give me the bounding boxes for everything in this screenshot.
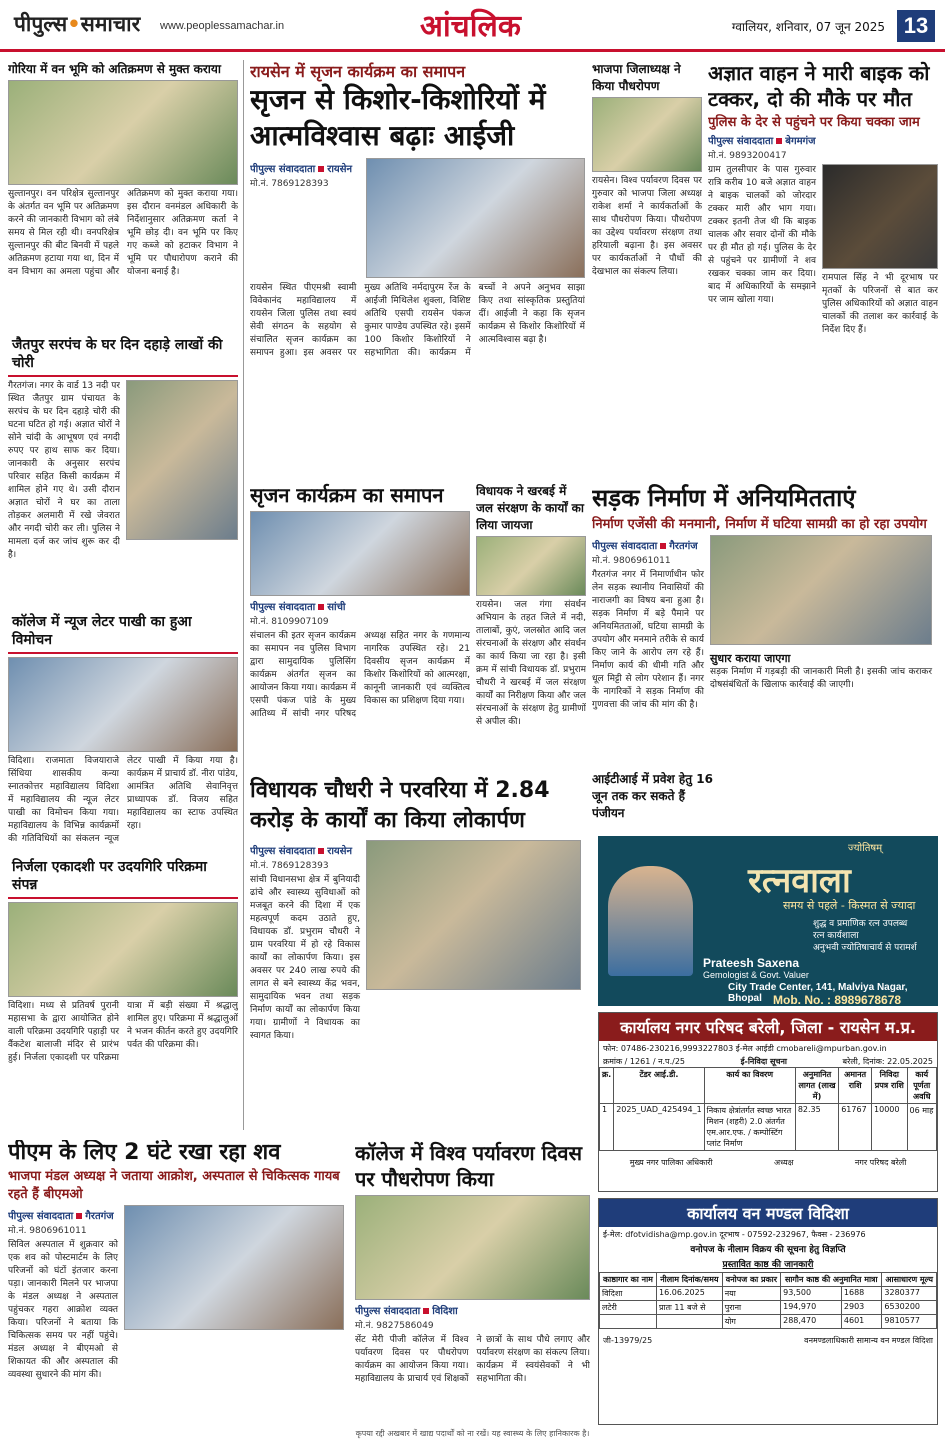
story-pm [8,1140,348,1425]
advertiser-photo [608,866,693,976]
lead-mobile: मो.नं. 7869128393 [250,179,329,189]
ad-service-item: शुद्ध व प्रमाणिक रत्न उपलब्ध [813,919,908,929]
story-byline: पीपुल्स संवाददाता गैरतगंज [592,541,698,552]
tender-col-header: नीलाम दिनांक/समय [657,1273,723,1287]
signature-block: मुख्य नगर पालिका अधिकारी [629,1158,713,1167]
table-row: 1 2025_UAD_425494_1 निकाय क्षेत्रांतर्गत स्वच्छ भारत मिशन (शहरी) 2.0 अंतर्गत एम.आर.एफ. / कम्पोस्टिंग प्लांट निर्माण 82.35 61767 10000 06 माह [600,1104,937,1151]
tender-table [599,1067,937,1151]
newspaper-logo: पीपुल्स•समाचार [14,12,141,36]
story-subheadline: पुलिस के देर से पहुंचने पर किया चक्का जाम [708,115,920,130]
story-udaygiri [8,855,238,1130]
lead-headline: सृजन से किशोर-किशोरियों में आत्मविश्वास बढ़ाः आईजी [250,83,546,152]
story-body: रायसेन। जल गंगा संवर्धन अभियान के तहत जिले में नदी, तालाबों, कुएं, जलस्रोत आदि जल संरचनाओं के संरक्षण और संवर्धन का कार्य किया जा रहा है। इसी क्रम में सांची विधायक डॉ. प्रभुराम चौधरी ने खरबई में जल संरक्षण कार्यों का निरीक्षण किया और जल संरचनाओं के संरक्षण हेतु ग्रामीणों से अपील की। [476,600,586,727]
story-headline: कॉलेज में न्यूज लेटर पाखी का हुआ विमोचन [8,610,238,654]
story-photo [8,657,238,752]
tender-col-header: आसाधारण मूल्य [882,1273,937,1287]
tender-title: कार्यालय वन मण्डल विदिशा [599,1199,937,1227]
story-body: गैरतगंज। नगर के वार्ड 13 नदी पर स्थित जैतपुर ग्राम पंचायत के सरपंच के घर दिन दहाड़े चोरी की घटना घटित हो गई। अज्ञात चोरों ने सोने चांदी के आभूषण एवं नगदी रुपए पर हाथ साफ कर दिया। जानकारी के अनुसार सरपंच परिवार सहित किसी कार्यक्रम में शामिल होने गए थे। उसी दौरान अज्ञात चोरों ने घर का ताला तोड़कर अलमारी में रखे जेवरात और नगदी चोरी कर ली। पुलिस ने मामला दर्ज कर जांच शुरू कर दी है। [8,381,120,560]
story-mobile: मो.नं. 7869128393 [250,861,329,871]
lead-byline: पीपुल्स संवाददाता रायसेन [250,164,353,175]
ad-services-list [813,918,917,954]
table-row: विदिशा 16.06.2025 नया 93,500 1688 3280377 [600,1287,937,1301]
story-photo [126,380,238,540]
story-headline: आईटीआई में प्रवेश हेतु 16 जून तक कर सकते हैं पंजीयन [592,772,713,820]
lead-photo [366,158,585,278]
story-headline: सड़क निर्माण में अनियमितताएं [592,484,856,512]
story-photo [124,1205,344,1330]
story-college [355,1140,590,1425]
story-headline: निर्जला एकादशी पर उदयगिरि परिक्रमा संपन्न [8,855,238,899]
tender-col-header: अमानत राशि [839,1068,872,1104]
lead-story [250,60,585,475]
signature-block: नगर परिषद बरेली [854,1158,907,1167]
story-photo [822,164,938,269]
story-headline: गोरिया में वन भूमि को अतिक्रमण से मुक्त कराया [8,62,221,76]
story-newsletter [8,610,238,850]
page-number: 13 [897,10,935,42]
tender-col-header: वनोपज का प्रकार [722,1273,780,1287]
story-byline: पीपुल्स संवाददाता बेगमगंज [708,136,816,147]
story-accident [708,60,938,475]
story-iti [592,770,714,834]
logo-left-text: पीपुल्स [14,12,68,36]
story-body: सांची विधानसभा क्षेत्र में बुनियादी ढांचे और स्वास्थ्य सुविधाओं को मजबूत करने की दिशा में एक महत्वपूर्ण कदम उठाते हुए, विधायक डॉ. प्रभुराम चौधरी ने ग्राम परवरिया में हो रहे विकास कार्यों का लोकार्पण किया। इस अवसर पर 240 लाख रुपये की लागत से बने स्वास्थ्य केंद्र भवन, सामुदायिक भवन तथा सड़क निर्माण कार्यों का लोकार्पण किया गया। ग्रामीणों ने विधायक का स्वागत किया। [250,875,360,1041]
tender-contact: फोन: 07486-230216,9993227803 ई-मेल आईडी cmobareli@mpurban.gov.in [603,1044,887,1053]
tender-col-header: सागौन काष्ठ की अनुमानित मात्रा [781,1273,882,1287]
note-title: सुधार कराया जाएगा [710,652,791,665]
story-headline: भाजपा जिलाध्यक्ष ने किया पौधरोपण [592,62,681,93]
story-photo [476,536,586,596]
story-headline: विधायक ने खरबई में जल संरक्षण के कार्यों का लिया जायजा [476,484,584,532]
story-mobile: मो.नं. 8109907109 [250,617,329,627]
advertisement-ratnawala[interactable] [598,836,938,1006]
ad-person-name: Prateesh Saxena [703,956,800,970]
ad-mobile: Mob. No. : 8989678678 [773,993,902,1006]
story-body: ग्राम तुलसीपार के पास गुरुवार रात्रि करीब 10 बजे अज्ञात वाहन ने बाइक चालकों को जोरदार टक्कर मारी और भाग गया। टक्कर इतनी तेज थी कि बाइक चालक और सवार दोनों की मौके पर ही मौत हो गई। पुलिस के देर से पहुंचने पर ग्रामीणों ने शव रखकर चक्का जाम कर दिया। बाद में अधिकारियों के समझाने पर जाम खोला गया। [708,165,816,305]
story-byline: पीपुल्स संवाददाता सांची [250,602,346,613]
website-url[interactable]: www.peoplessamachar.in [160,20,285,32]
ad-label: ज्योतिषम् [848,843,883,854]
story-photo [592,97,702,172]
story-mla [250,776,585,1106]
section-title: आंचलिक [420,9,521,44]
story-body: रायसेन। विश्व पर्यावरण दिवस पर गुरुवार को भाजपा जिला अध्यक्ष राकेश शर्मा ने कार्यकर्ताओं के साथ पौधरोपण किया। पौधरोपण का उद्देश्य पर्यावरण संरक्षण तथा हरियाली बढ़ाना है। इस अवसर पर कार्यकर्ताओं ने पौधों की देखभाल का संकल्प लिया। [592,176,702,277]
story-photo [8,902,238,997]
story-caption: रामपाल सिंह ने भी दूरभाष पर मृतकों के परिजनों से बात कर पुलिस अधिकारियों को अज्ञात वाहन चालकों की तलाश कर कार्रवाई के निर्देश दिए हैं। [822,273,938,335]
tender-contact: ई-मेल: dfotvidisha@mp.gov.in दूरभाष - 07592-232967, फैक्स - 236976 [603,1230,866,1239]
tender-col-header: कार्य का विवरण [704,1068,795,1104]
story-mobile: मो.नं. 9827586049 [355,1321,434,1331]
story-headline: सृजन कार्यक्रम का समापन [250,483,444,507]
story-mobile: मो.नं. 9806961011 [592,556,671,566]
story-body: संचालन की इतर सृजन कार्यक्रम का समापन नव पुलिस विभाग द्वारा सामुदायिक पुलिसिंग कार्यक्रम अंतर्गत सृजन का आयोजन किया गया। कार्यक्रम में एसपी पंकज पांडे के मुख्य आतिथ्य में सांची नगर परिषद अध्यक्ष सहित नगर के गणमान्य नागरिक उपस्थित रहे। 21 दिवसीय सृजन कार्यक्रम में किशोर किशोरियों को आत्मरक्षा, कानूनी जानकारी एवं व्यक्तित्व विकास का प्रशिक्षण दिया गया। [250,631,470,719]
story-subheadline: निर्माण एजेंसी की मनमानी, निर्माण में घटिया सामग्री का हो रहा उपयोग [592,517,927,532]
ad-tagline: समय से पहले - किस्मत से ज्यादा [783,899,916,912]
tender-ref: क्रमांक / 1261 / न.प./25 [603,1057,686,1066]
ad-person-role: Gemologist & Govt. Valuer [703,970,809,980]
story-body: विदिशा। राजमाता विजयाराजे सिंधिया शासकीय कन्या स्नातकोत्तर महाविद्यालय विदिशा में महाविद्यालय की न्यूज लेटर पाखी का विमोचन किया गया। महाविद्यालय के विभिन्न कार्यक्रमों की गतिविधियों का संकलन न्यूज लेटर पाखी में किया गया है। कार्यक्रम में प्राचार्य डॉ. नीरा पांडेय, आमंत्रित अतिथि सेवानिवृत्त प्राध्यापक डॉ. विजय सहित महाविद्यालय का स्टाफ उपस्थित रहा। [8,756,238,844]
tender-col-header: कार्य पूर्णता अवधि [907,1068,937,1104]
ad-service-item: रत्न कार्यशाला [813,931,859,941]
story-body: सेंट मेरी पीजी कॉलेज में विश्व पर्यावरण दिवस पर पौधरोपण कार्यक्रम का आयोजन किया गया। महाविद्यालय के प्राचार्य एवं शिक्षकों ने छात्रों के साथ पौधे लगाए और पर्यावरण संरक्षण का संकल्प लिया। कार्यक्रम में स्वयंसेवकों ने भी सहभागिता की। [355,1335,590,1384]
lead-kicker: रायसेन में सृजन कार्यक्रम का समापन [250,62,466,81]
tender-col-header: काष्ठागार का नाम [600,1273,657,1287]
story-headline: विधायक चौधरी ने परवरिया में 2.84 करोड़ के कार्यों का किया लोकार्पण [250,778,550,833]
story-body: विदिशा। मध्य से प्रतिवर्ष पुरानी महासभा के द्वारा आयोजित होने वाली परिक्रमा उदयगिरि पहाड़ी पर वैंकटेश बालाजी मंदिर से प्रारंभ हुई। निर्जला एकादशी पर परिक्रमा यात्रा में बड़ी संख्या में श्रद्धालु शामिल हुए। परिक्रमा में श्रद्धालुओं ने भजन कीर्तन करते हुए उदयगिरि पर्वत की परिक्रमा की। [8,1001,238,1063]
page-footer: कृपया रद्दी अखबार में खाद्य पदार्थों को ना रखें। यह स्वास्थ्य के लिए हानिकारक है। [355,1429,590,1438]
ad-address: City Trade Center, 141, Malviya Nagar, Bhopal [728,982,908,1004]
story-photo [8,80,238,185]
story-byline: पीपुल्स संवाददाता रायसेन [250,846,353,857]
story-byline: पीपुल्स संवाददाता गैरतगंज [8,1211,114,1222]
tender-col-header: टेंडर आई.डी. [614,1068,704,1104]
story-headline: पीएम के लिए 2 घंटे रखा रहा शव [8,1140,281,1165]
ad-service-item: अनुभवी ज्योतिषाचार्य से परामर्श [813,943,917,953]
story-bjp [592,60,702,470]
story-road [592,482,938,764]
lead-body: रायसेन स्थित पीएमश्री स्वामी विवेकानंद महाविद्यालय में रायसेन जिला पुलिस तथा स्वयं सेवी संगठन के सहयोग से संचालित सृजन कार्यक्रम का समापन हुआ। इस अवसर पर मुख्य अतिथि नर्मदापुरम रेंज के आईजी मिथिलेश शुक्ला, विशिष्ट अतिथि एसपी रायसेन पंकज कुमार पाण्डेय उपस्थित रहे। इसमें 100 किशोर किशोरियों ने सहभागिता की। कार्यक्रम में बच्चों ने अपने अनुभव साझा किए तथा सांस्कृतिक प्रस्तुतियां दीं। आईजी ने कहा कि सृजन कार्यक्रम से किशोर किशोरियों में आत्मविश्वास बढ़ा है। [250,283,585,358]
signature-block: वनमण्डलाधिकारी सामान्य वन मण्डल विदिशा [804,1336,933,1345]
tender-date: बरेली, दिनांक: 22.05.2025 [842,1057,933,1066]
story-photo [355,1195,590,1300]
story-headline: जैतपुर सरपंच के घर दिन दहाड़े लाखों की चोरी [8,333,238,377]
story-chori [8,333,238,605]
story-jal-sanrakshan [476,482,586,772]
story-photo [366,840,581,990]
tender-notice-bareli [598,1012,938,1192]
tender-table [599,1272,937,1329]
tender-table-title: प्रस्तावित काष्ठ की जानकारी [722,1260,814,1270]
tender-col-header: क्र. [600,1068,614,1104]
story-body: गैरतगंज नगर में निमार्णाधीन फोर लेन सड़क स्थानीय निवासियों की नाराजगी का विषय बना हुआ है। सड़क निर्माण में बड़े पैमाने पर अनियमितताओं, घटिया सामग्री के उपयोग और मनमाने तरीके से कार्य किए जाने के आरोप लग रहे हैं। निर्माण कार्य की धीमी गति और धूल मिट्टी से लोग परेशान हैं। नगर के नागरिकों ने सड़क निर्माण की गुणवत्ता की जांच की मांग की है। [592,570,704,710]
table-row: योग 288,470 4601 9810577 [600,1315,937,1329]
column-divider [243,60,244,1130]
tender-ref: जी-13979/25 [603,1336,653,1345]
tender-notice-van-mandal [598,1198,938,1425]
story-headline: अज्ञात वाहन ने मारी बाइक को टक्कर, दो की मौके पर मौत [708,61,930,111]
edition-date: ग्वालियर, शनिवार, 07 जून 2025 [731,20,885,34]
tender-subtitle: वनोपज के नीलाम विक्रय की सूचना हेतु विज्ञप्ति [690,1245,846,1255]
logo-right-text: समाचार [80,12,141,36]
tender-col-header: निविदा प्रपत्र राशि [872,1068,907,1104]
signature-block: अध्यक्ष [774,1158,794,1167]
tender-col-header: अनुमानित लागत (लाख में) [795,1068,838,1104]
story-photo [710,535,932,645]
masthead [0,0,945,52]
story-mobile: मो.नं. 9806961011 [8,1226,87,1236]
story-photo [250,511,470,596]
note-body: सड़क निर्माण में गड़बड़ी की जानकारी मिली है। इसकी जांच कराकर दोषसंबंधितों के खिलाफ कार्रवाई की जाएगी। [710,667,932,690]
story-mobile: मो.नं. 9893200417 [708,151,787,161]
ad-brand: रत्नवाला [748,861,851,901]
story-byline: पीपुल्स संवाददाता विदिशा [355,1306,458,1317]
story-van-bhoomi [8,60,238,330]
story-subheadline: भाजपा मंडल अध्यक्ष ने जताया आक्रोश, अस्पताल से चिकित्सक गायब रहते हैं बीएमओ [8,1169,340,1202]
tender-notice-label: ई-निविदा सूचना [740,1057,787,1066]
story-body: सिविल अस्पताल में शुक्रवार को एक शव को पोस्टमार्टम के लिए परिजनों को घंटों इंतजार करना पड़ा। जानकारी मिलने पर भाजपा के मंडल अध्यक्ष ने अस्पताल पहुंचकर गहरा आक्रोश व्यक्त किया। परिजनों ने बताया कि चिकित्सक समय पर नहीं पहुंचे। मंडल अध्यक्ष ने बीएमओ से शिकायत की और अस्पताल की व्यवस्था सुधारने की मांग की। [8,1240,118,1380]
story-body: सुल्तानपुर। वन परिक्षेत्र सुल्तानपुर के अंतर्गत वन भूमि पर अतिक्रमण करने की जानकारी विभाग को लंबे समय से मिल रही थी। वनपरिक्षेत्र सुल्तानपुर की बीट बिनवी में पहले अतिक्रमण हटाया गया था, दिन में वन विभाग का अमला पहुंचा और अतिक्रमण को मुक्त कराया गया। इस दौरान वनमंडल अधिकारी के निर्देशानुसार अतिक्रमण कर्ता ने भूमि छोड़ दी। वन भूमि पर किए गए कब्जे को हटाकर विभाग ने भूमि पर पौधारोपण कराने की योजना बनाई है। [8,189,238,277]
table-row: लटेरी प्रातः 11 बजे से पुराना 194,970 2903 6530200 [600,1301,937,1315]
tender-title: कार्यालय नगर परिषद बरेली, जिला - रायसेन म.प्र. [599,1013,937,1041]
story-headline: कॉलेज में विश्व पर्यावरण दिवस पर पौधरोपण किया [355,1141,583,1191]
story-srijan-sanchi [250,482,470,772]
